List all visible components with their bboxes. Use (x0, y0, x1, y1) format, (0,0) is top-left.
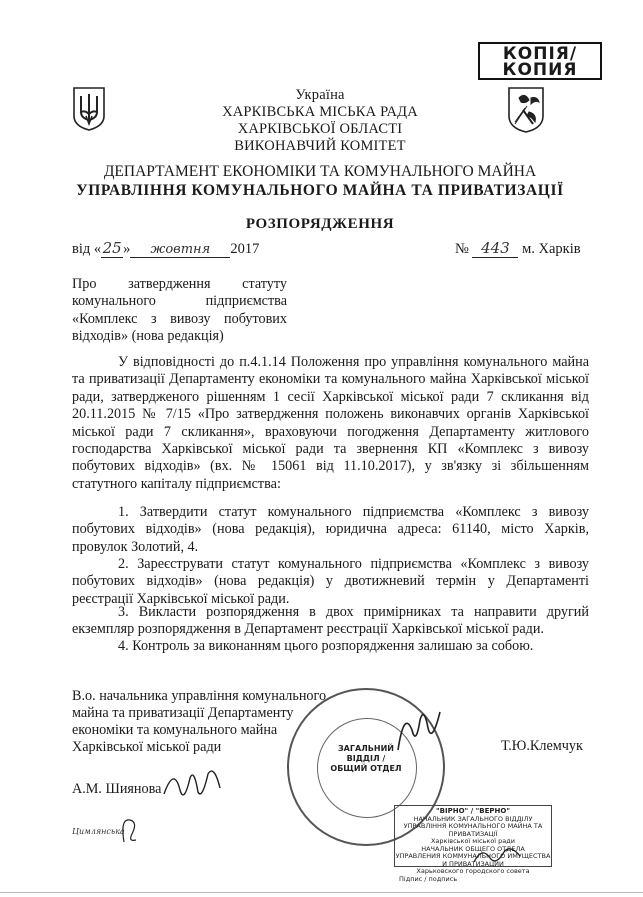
subject-line: «Комплекс з вивозу побутових (72, 310, 287, 327)
position-line: В.о. начальника управління комунального (72, 688, 327, 704)
subject-line: комунального підприємства (72, 293, 287, 310)
copy-stamp (478, 42, 602, 80)
stamp-line: Харківської міської ради (430, 837, 516, 845)
document-type-title: РОЗПОРЯДЖЕННЯ (245, 216, 395, 232)
subject-last-line: відходів» (нова редакція) (72, 328, 224, 344)
date-day: 25 (102, 239, 122, 257)
item-4: 4. Контроль за виконанням цього розпорядження залишаю за собою. (118, 638, 534, 654)
number-line (455, 239, 581, 258)
country-name: Україна (295, 87, 345, 103)
date-line (72, 239, 259, 258)
item-2: 2. Зареєструвати статут комунального підприємства «Комплекс з вивозу побутових відходів» (нова редакція) у двотижневий термін у Департаменті реєстрації Харківської міської ради. (72, 556, 589, 607)
date-quote-close: » (123, 241, 131, 257)
item-1: 1. Затвердити статут комунального підприємства «Комплекс з вивозу побутових відходів» (нова редакція), юридична адреса: 61140, місто Харків, провулок Золотий, 4. (72, 504, 589, 555)
stamp-line: Харьковского городского совета (416, 867, 530, 875)
approver-name: А.М. Шиянова (72, 781, 162, 797)
council-name: ХАРКІВСЬКА МІСЬКА РАДА (222, 104, 418, 120)
stamp-sign-label: Підпис / подпись (399, 874, 458, 883)
directorate-title: УПРАВЛІННЯ КОМУНАЛЬНОГО МАЙНА ТА ПРИВАТИЗАЦІЇ (76, 182, 564, 199)
copy-stamp-line2: КОПИЯ (502, 60, 578, 80)
signatory-name: Т.Ю.Клемчук (501, 738, 583, 754)
oblast-name: ХАРКІВСЬКОЇ ОБЛАСТІ (237, 121, 403, 137)
approver-signature-icon (160, 760, 230, 808)
position-line: майна та приватизації Департаменту (72, 705, 294, 721)
date-year: 2017 (230, 241, 260, 257)
subject-block (72, 276, 287, 328)
trident-emblem-icon (72, 86, 106, 132)
stamp-line: НАЧАЛЬНИК ЗАГАЛЬНОГО ВІДДІЛУ (413, 814, 533, 823)
stamp-line: "ВІРНО" / "ВЕРНО" (436, 807, 510, 815)
department-title: ДЕПАРТАМЕНТ ЕКОНОМІКИ ТА КОМУНАЛЬНОГО МАЙНА (103, 163, 537, 180)
city-name: м. Харків (522, 241, 581, 257)
document-number: 443 (472, 239, 518, 258)
executor-name: Цимлянська (72, 827, 125, 836)
stamp-line: УПРАВЛЕНИЯ КОММУНАЛЬНОГО ИМУЩЕСТВА И ПРИВАТИЗАЦИИ (395, 852, 551, 868)
seal-text-line: ВІДДІЛ / (346, 754, 386, 763)
item-3: 3. Викласти розпорядження в двох примірниках та направити другий екземпляр розпорядження в Департамент реєстрації Харківської міської ради. (72, 604, 589, 638)
preamble-paragraph: У відповідності до п.4.1.14 Положення про управління комунального майна та приватизації Департаменту економіки та комунального майна Харківської міської ради, затвердженого рішенням 1 сесії Харківської міської ради 7 скликання від 20.11.2015 № 7/15 «Про затвердження положень виконавчих органів Харківської міської ради 7 скликання», враховуючи погодження Департаменту житлового господарства Харківської міської ради та звернення КП «Комплекс з вивозу побутових відходів» (вх. № 15061 від 11.10.2017), у зв'язку зі збільшенням статутного капіталу підприємства: (72, 354, 589, 492)
seal-text-line: ОБЩИЙ ОТДЕЛ (330, 764, 402, 773)
committee-name: ВИКОНАВЧИЙ КОМІТЕТ (234, 138, 406, 154)
certifier-signature-icon (470, 842, 530, 868)
executor-signature-icon (118, 812, 142, 848)
handwritten-signature-icon (390, 700, 450, 760)
position-line: економіки та комунального майна (72, 722, 278, 738)
number-label: № (455, 241, 469, 257)
date-prefix: від « (72, 241, 102, 257)
stamp-line: УПРАВЛІННЯ КОМУНАЛЬНОГО МАЙНА ТА ПРИВАТИЗАЦІЇ (403, 822, 543, 838)
page-bottom-rule (0, 892, 643, 893)
subject-line: Про затвердження статуту (72, 276, 287, 292)
position-line: Харківської міської ради (72, 739, 222, 755)
stamp-line: НАЧАЛЬНИК ОБЩЕГО ОТДЕЛА (421, 844, 525, 853)
seal-text-line: ЗАГАЛЬНИЙ (338, 744, 394, 753)
copy-stamp-line1: КОПІЯ/ (502, 44, 578, 64)
date-month: жовтня (130, 242, 230, 258)
signatory-position (72, 688, 326, 756)
